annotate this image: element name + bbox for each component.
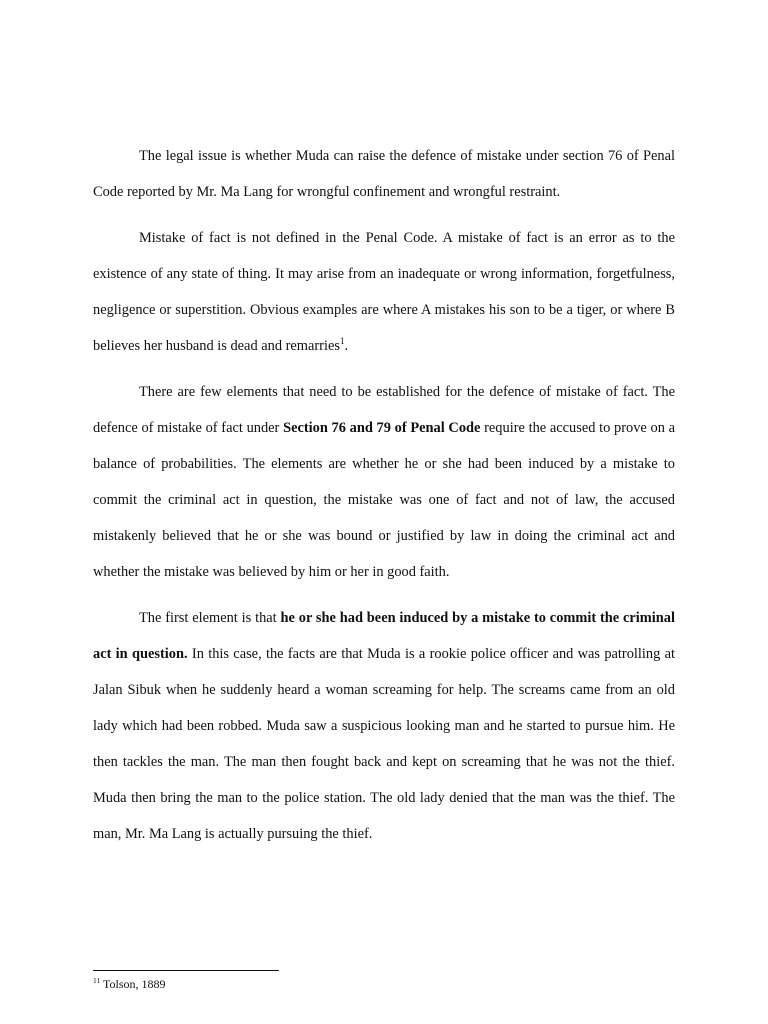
paragraph-text: . — [344, 338, 349, 354]
paragraph-1 — [93, 138, 675, 210]
paragraph-text: There are few elements that need to be established for the defence of mistake of fact. The defence of mistake of fact under — [93, 384, 675, 436]
paragraph-2 — [93, 220, 675, 364]
paragraph-4 — [93, 600, 675, 852]
footnote-marker: 11 — [93, 976, 101, 985]
paragraph-3 — [93, 374, 675, 590]
footnote-separator — [93, 970, 279, 971]
footnote — [93, 976, 166, 992]
document-body — [93, 138, 675, 852]
paragraph-text: In this case, the facts are that Muda is a rookie police officer and was patrolling at Jalan Sibuk when he suddenly heard a woman screaming for help. The screams came from an old lady which had been robbed. Muda saw a suspicious looking man and he started to pursue him. He then tackles the man. The man then fought back and kept on screaming that he was not the thief. Muda then bring the man to the police station. The old lady denied that the man was the thief. The man, Mr. Ma Lang is actually pursuing the thief. — [93, 646, 675, 842]
paragraph-text: The first element is that — [139, 610, 281, 626]
footnote-reference: 1 — [339, 336, 345, 347]
paragraph-text: Mistake of fact is not defined in the Penal Code. A mistake of fact is an error as to the existence of any state of thing. It may arise from an inadequate or wrong information, forgetfulness, negligence or superstition. Obvious examples are where A mistakes his son to be a tiger, or where B believes her husband is dead and remarries — [93, 230, 675, 354]
paragraph-text: The legal issue is whether Muda can raise the defence of mistake under section 76 of Penal Code reported by Mr. Ma Lang for wrongful confinement and wrongful restraint. — [93, 148, 675, 200]
paragraph-text: require the accused to prove on a balance of probabilities. The elements are whether he or she had been induced by a mistake to commit the criminal act in question, the mistake was one of fact and not of law, the accused mistakenly believed that he or she was bound or justified by law in doing the criminal act and whether the mistake was believed by him or her in good faith. — [93, 420, 675, 580]
footnote-text: Tolson, 1889 — [100, 977, 166, 991]
bold-text: Section 76 and 79 of Penal Code — [283, 420, 481, 436]
bold-text: he or she had been induced by a mistake to commit the criminal act in question. — [93, 610, 675, 662]
